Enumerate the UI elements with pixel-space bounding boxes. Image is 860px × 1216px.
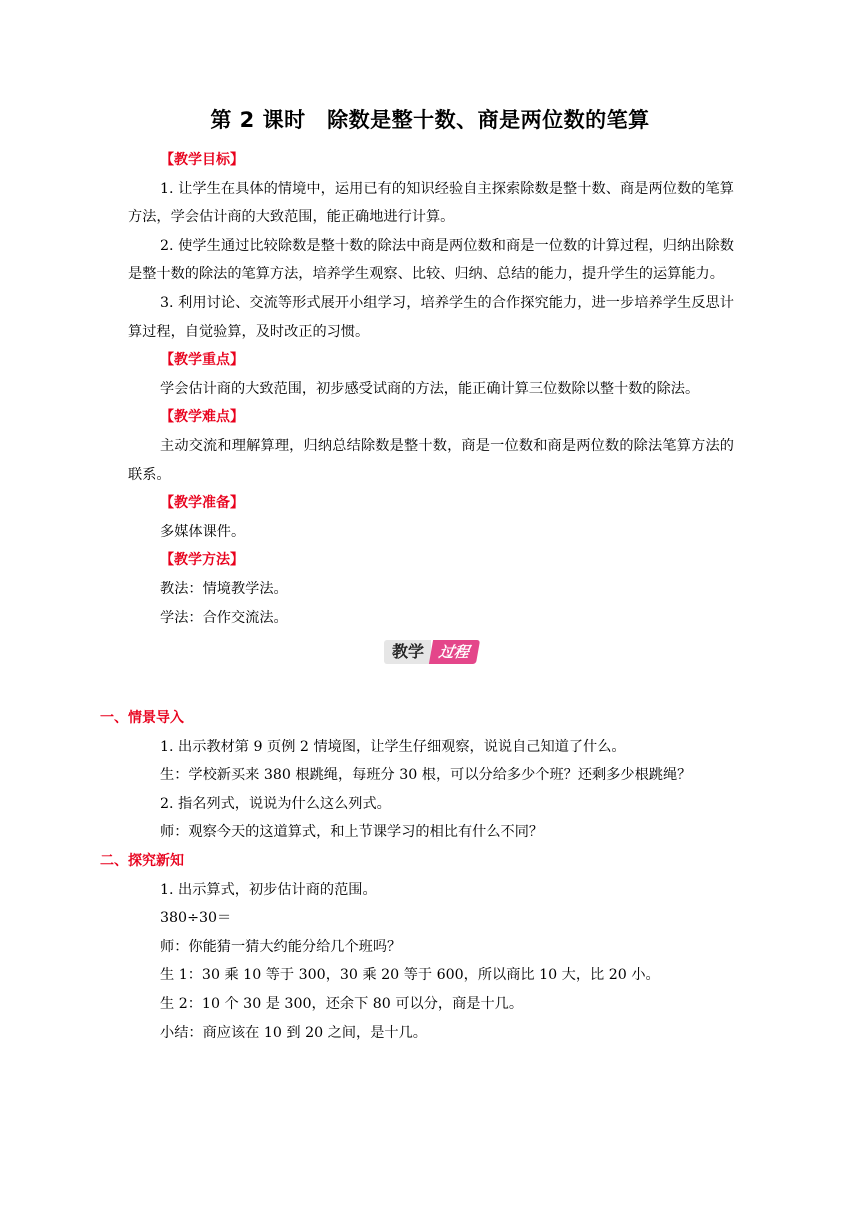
part1-line-4: 师：观察今天的这道算式，和上节课学习的相比有什么不同？ <box>160 824 544 841</box>
objective-item-2: 2. 使学生通过比较除数是整十数的除法中商是两位数和商是一位数的计算过程，归纳出除数是整十数的除法的笔算方法，培养学生观察、比较、归纳、总结的能力，提升学生的运算能力。 <box>128 237 734 283</box>
process-banner-left-label: 教学 <box>384 640 431 664</box>
part2-line-5: 生 2：10 个 30 是 300，还余下 80 可以分，商是十几。 <box>160 996 524 1013</box>
part1-line-3: 2. 指名列式，说说为什么这么列式。 <box>160 795 391 812</box>
teaching-method-text: 教法：情境教学法。 <box>160 580 288 597</box>
part1-line-2: 生：学校新买来 380 根跳绳，每班分 30 根，可以分给多少个班？还剩多少根跳绳？ <box>160 767 692 784</box>
preparation-text: 多媒体课件。 <box>160 523 246 540</box>
page-title: 第 2 课时 除数是整十数、商是两位数的笔算 <box>210 108 650 132</box>
part2-line-1: 1. 出示算式，初步估计商的范围。 <box>160 881 377 898</box>
process-banner <box>128 632 734 704</box>
key-points-heading: 【教学重点】 <box>160 352 244 369</box>
document-body <box>100 146 734 1047</box>
part1-heading: 一、情景导入 <box>100 710 184 727</box>
learning-method-text: 学法：合作交流法。 <box>160 609 288 626</box>
methods-heading: 【教学方法】 <box>160 552 244 569</box>
objective-item-1: 1. 让学生在具体的情境中，运用已有的知识经验自主探索除数是整十数、商是两位数的笔算方法，学会估计商的大致范围，能正确地进行计算。 <box>128 180 734 226</box>
objectives-heading: 【教学目标】 <box>160 152 244 168</box>
difficulties-text: 主动交流和理解算理，归纳总结除数是整十数，商是一位数和商是两位数的除法笔算方法的联系。 <box>128 437 734 483</box>
part1-line-1: 1. 出示教材第 9 页例 2 情境图，让学生仔细观察，说说自己知道了什么。 <box>160 738 626 755</box>
process-banner-right-label: 过程 <box>429 640 480 664</box>
part2-line-4: 生 1：30 乘 10 等于 300，30 乘 20 等于 600，所以商比 10 大，比 20 小。 <box>160 967 660 984</box>
part2-line-2: 380÷30＝ <box>160 910 232 927</box>
part2-line-6: 小结：商应该在 10 到 20 之间，是十几。 <box>160 1024 427 1041</box>
preparation-heading: 【教学准备】 <box>160 495 244 512</box>
objective-item-3: 3. 利用讨论、交流等形式展开小组学习，培养学生的合作探究能力，进一步培养学生反思计算过程，自觉验算，及时改正的习惯。 <box>128 294 734 340</box>
part2-line-3: 师：你能猜一猜大约能分给几个班吗？ <box>160 938 402 955</box>
part2-heading: 二、探究新知 <box>100 853 184 870</box>
difficulties-heading: 【教学难点】 <box>160 409 244 426</box>
key-points-text: 学会估计商的大致范围，初步感受试商的方法，能正确计算三位数除以整十数的除法。 <box>160 380 700 397</box>
